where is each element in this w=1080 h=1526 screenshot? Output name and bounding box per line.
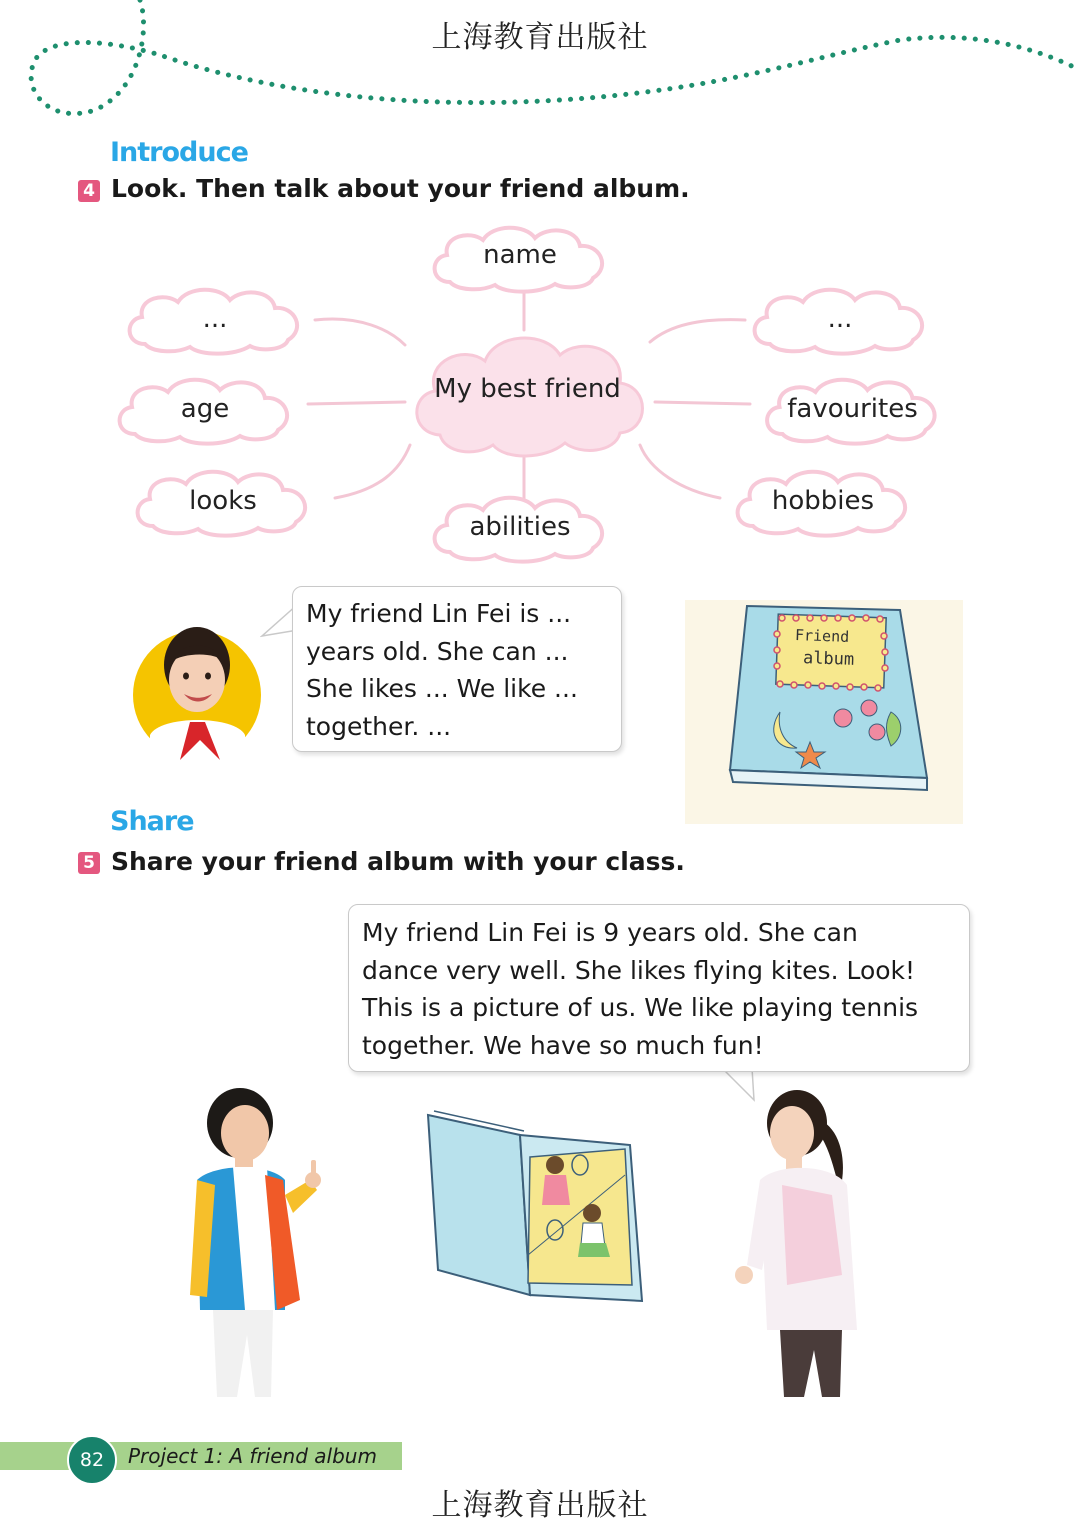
girl-figure bbox=[722, 1085, 867, 1400]
example-line-3: She likes ... We like ... bbox=[306, 674, 578, 703]
task-number-4: 4 bbox=[78, 180, 100, 202]
example-line-4: together. ... bbox=[306, 711, 452, 741]
publisher-header: 上海教育出版社 bbox=[431, 20, 649, 55]
share-line-1: My friend Lin Fei is 9 years old. She can bbox=[362, 918, 858, 947]
mind-map-node-abilities: abilities bbox=[469, 512, 571, 542]
share-speech-bubble bbox=[348, 904, 970, 1072]
share-line-2: dance very well. She likes flying kites. Look! bbox=[362, 955, 916, 985]
example-speech-bubble bbox=[292, 586, 622, 752]
boy-figure bbox=[185, 1085, 330, 1400]
album-cover-title-1: Friend bbox=[794, 626, 850, 646]
mind-map-node-top-right: ... bbox=[827, 304, 853, 334]
album-cover-title-2: album bbox=[802, 648, 855, 670]
mind-map-node-age: age bbox=[180, 394, 230, 424]
share-line-4: together. We have so much fun! bbox=[362, 1030, 764, 1060]
example-line-2: years old. She can ... bbox=[306, 636, 569, 666]
mind-map-node-hobbies: hobbies bbox=[771, 486, 875, 516]
girl-avatar bbox=[130, 610, 265, 765]
page-number: 82 bbox=[67, 1435, 117, 1485]
section-title-introduce: Introduce bbox=[110, 137, 248, 168]
mind-map-node-favourites: favourites bbox=[787, 394, 918, 424]
example-line-1: My friend Lin Fei is ... bbox=[306, 599, 572, 628]
mind-map-node-looks: looks bbox=[189, 486, 257, 516]
photo-album-illustration bbox=[420, 1105, 648, 1305]
publisher-footer: 上海教育出版社 bbox=[431, 1488, 649, 1523]
share-line-3: This is a picture of us. We like playing tennis bbox=[362, 993, 919, 1022]
task-instruction-4: Look. Then talk about your friend album. bbox=[111, 174, 690, 203]
project-title: Project 1: A friend album bbox=[128, 1444, 377, 1468]
mind-map-node-top-left: ... bbox=[202, 304, 228, 334]
task-instruction-5: Share your friend album with your class. bbox=[111, 847, 685, 876]
task-number-5: 5 bbox=[78, 852, 100, 874]
section-title-share: Share bbox=[110, 806, 194, 837]
mind-map-node-name: name bbox=[483, 240, 557, 270]
album-cover-illustration bbox=[685, 600, 963, 824]
mind-map-center: My best friend bbox=[434, 374, 621, 404]
